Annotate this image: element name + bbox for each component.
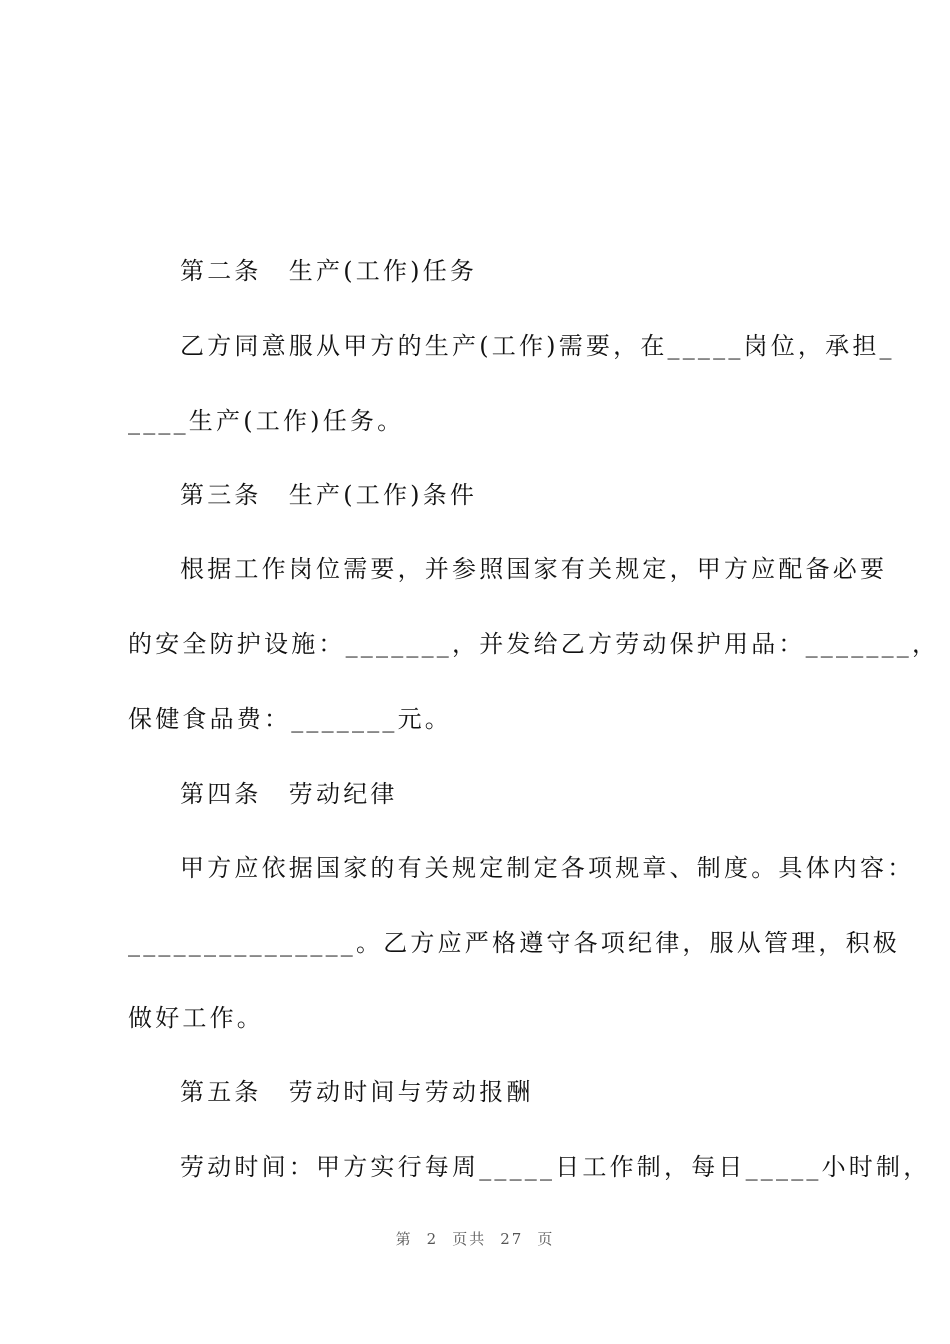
paragraph-line: 做好工作。	[128, 1004, 264, 1032]
article-2-heading: 第二条 生产(工作)任务	[180, 257, 478, 285]
paragraph-line: 乙方同意服从甲方的生产(工作)需要，在_____岗位，承担_	[180, 332, 895, 360]
paragraph-line: _______________。乙方应严格遵守各项纪律，服从管理，积极	[128, 929, 900, 957]
footer-mid: 页共	[452, 1230, 487, 1248]
footer-total-pages: 27	[500, 1230, 524, 1248]
paragraph-line: 的安全防护设施：_______，并发给乙方劳动保护用品：_______，	[128, 630, 940, 658]
article-3-heading: 第三条 生产(工作)条件	[180, 481, 478, 509]
paragraph-line: 甲方应依据国家的有关规定制定各项规章、制度。具体内容：	[180, 854, 915, 882]
article-4-heading: 第四条 劳动纪律	[180, 780, 398, 808]
footer-suffix: 页	[537, 1230, 555, 1248]
paragraph-line: 根据工作岗位需要，并参照国家有关规定，甲方应配备必要	[180, 555, 888, 583]
article-5-heading: 第五条 劳动时间与劳动报酬	[180, 1078, 534, 1106]
page-number-footer	[0, 1228, 950, 1249]
paragraph-line: ____生产(工作)任务。	[128, 407, 405, 435]
footer-prefix: 第	[395, 1230, 413, 1248]
paragraph-line: 劳动时间：甲方实行每周_____日工作制，每日_____小时制，	[180, 1153, 931, 1181]
paragraph-line: 保健食品费：_______元。	[128, 705, 452, 733]
footer-page-number: 2	[426, 1230, 439, 1248]
